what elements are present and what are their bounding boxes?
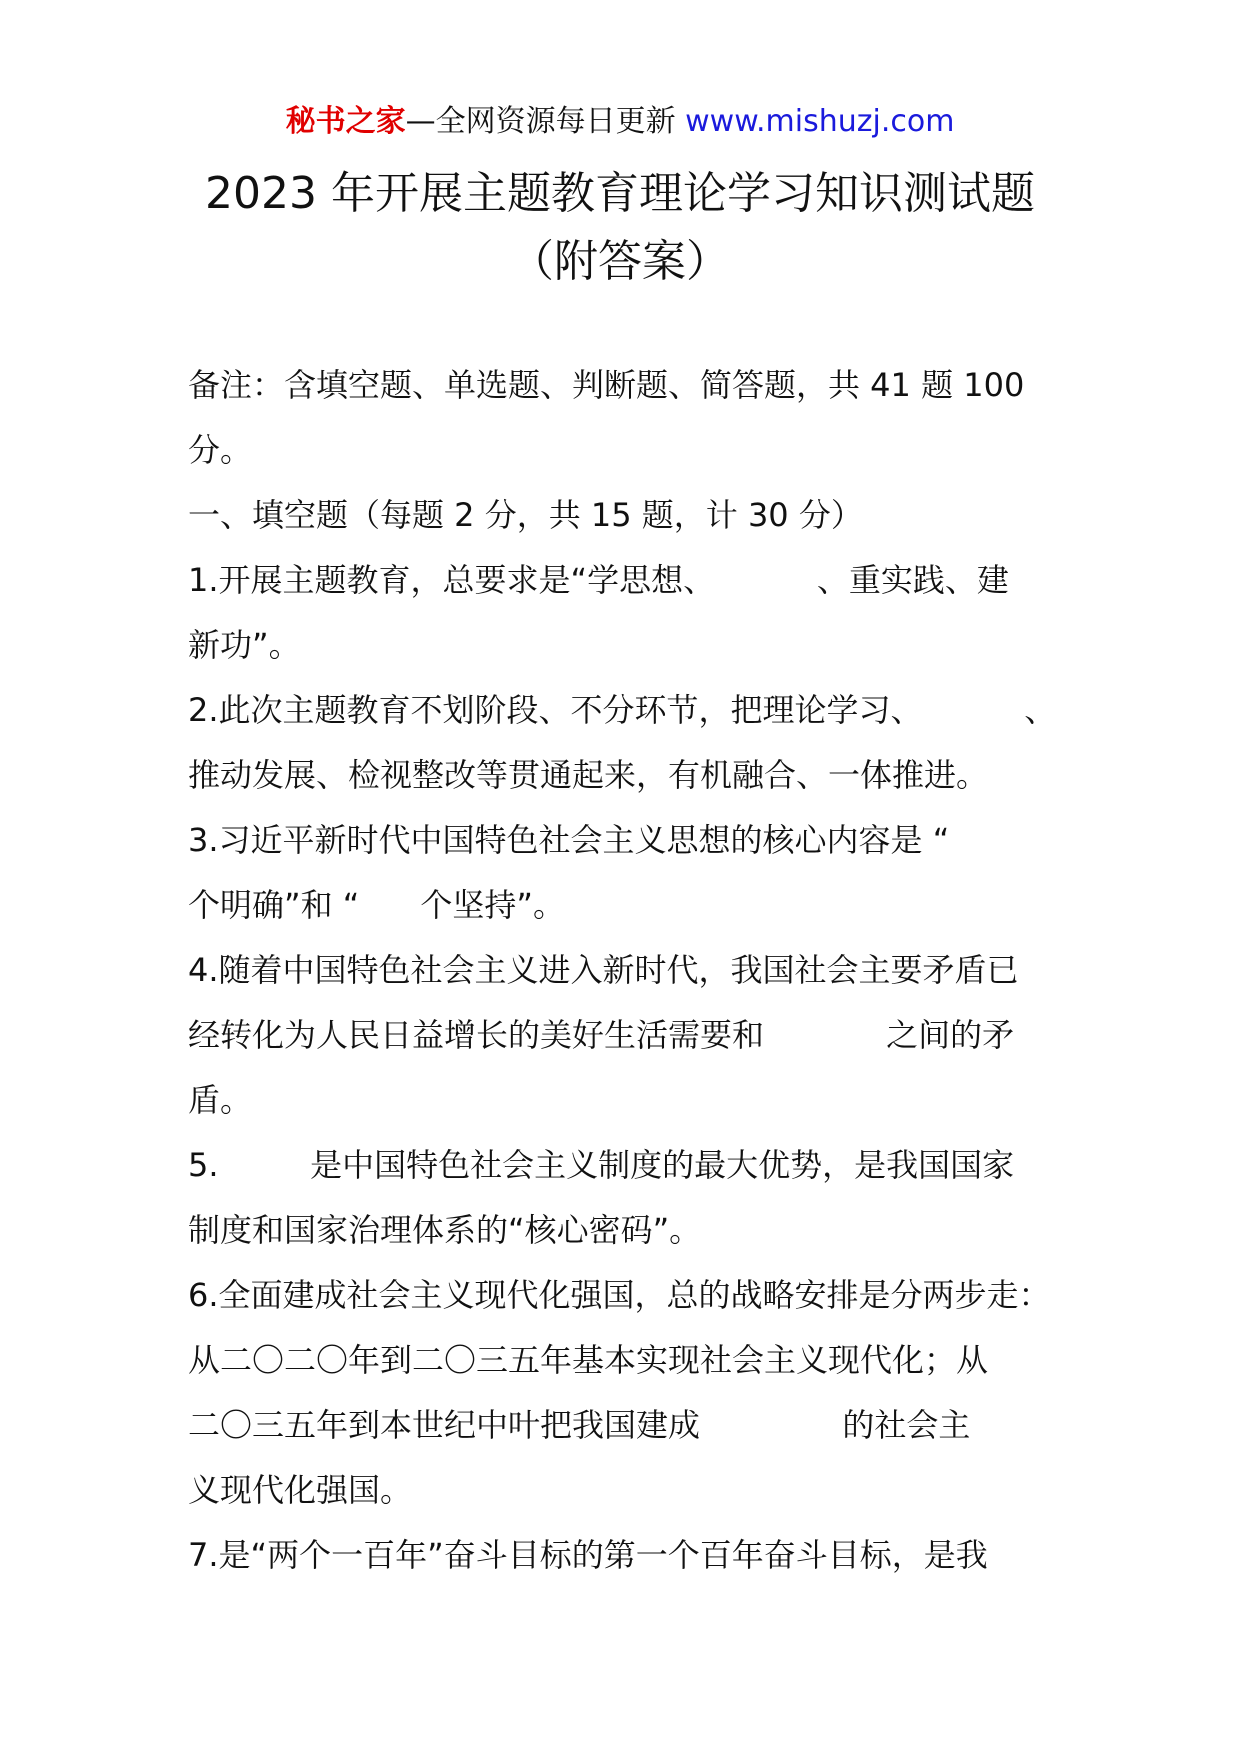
body-line: 备注：含填空题、单选题、判断题、简答题，共 41 题 100	[188, 366, 1025, 404]
brand-name: 秘书之家	[285, 104, 406, 139]
body-line: 制度和国家治理体系的“核心密码”。	[188, 1211, 702, 1249]
body-line: 经转化为人民日益增长的美好生活需要和 之间的矛	[188, 1016, 1015, 1054]
body-line: 二〇三五年到本世纪中叶把我国建成 的社会主	[188, 1406, 971, 1444]
document-title: 2023 年开展主题教育理论学习知识测试题	[205, 168, 1035, 219]
question-7: 7.是“两个一百年”奋斗目标的第一个百年奋斗目标，是我	[188, 1536, 988, 1574]
question-5: 5. 是中国特色社会主义制度的最大优势，是我国国家	[188, 1146, 1015, 1184]
body-line: 推动发展、检视整改等贯通起来，有机融合、一体推进。	[188, 756, 989, 794]
document-subtitle: （附答案）	[510, 236, 730, 287]
question-1: 1.开展主题教育，总要求是“学思想、 、重实践、建	[188, 561, 1009, 599]
question-6: 6.全面建成社会主义现代化强国，总的战略安排是分两步走：	[188, 1276, 1051, 1314]
section-heading: 一、填空题（每题 2 分，共 15 题，计 30 分）	[188, 496, 863, 534]
body-line: 个明确”和 “ 个坚持”。	[188, 886, 565, 924]
watermark-header	[0, 100, 1240, 144]
body-line: 义现代化强国。	[188, 1471, 413, 1509]
body-line: 从二〇二〇年到二〇三五年基本实现社会主义现代化；从	[188, 1341, 989, 1379]
question-2: 2.此次主题教育不划阶段、不分环节，把理论学习、 、	[188, 691, 1057, 729]
document-body	[188, 353, 1088, 1588]
body-line: 分。	[188, 431, 253, 469]
question-3: 3.习近平新时代中国特色社会主义思想的核心内容是 “	[188, 821, 950, 859]
body-line: 盾。	[188, 1081, 253, 1119]
question-4: 4.随着中国特色社会主义进入新时代，我国社会主要矛盾已	[188, 951, 1019, 989]
header-tagline: —全网资源每日更新	[405, 104, 686, 139]
site-url-link[interactable]: www.mishuzj.com	[685, 104, 955, 139]
body-line: 新功”。	[188, 626, 301, 664]
